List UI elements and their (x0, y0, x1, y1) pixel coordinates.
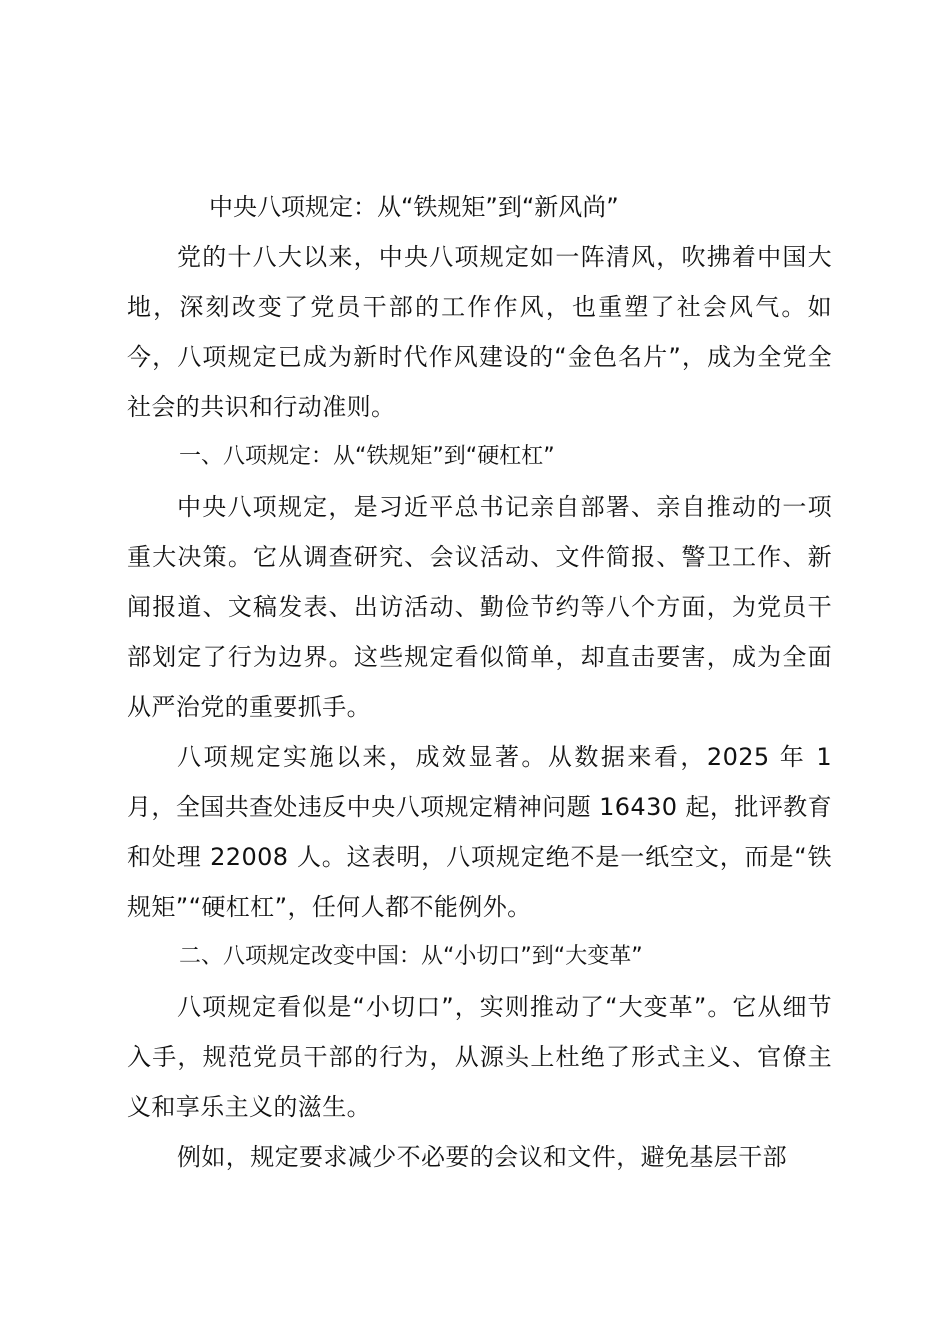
paragraph-change: 八项规定看似是“小切口”，实则推动了“大变革”。它从细节入手，规范党员干部的行为，从源头上杜绝了形式主义、官僚主义和享乐主义的滋生。 (127, 993, 832, 1121)
paragraph-results: 八项规定实施以来，成效显著。从数据来看，2025 年 1 月，全国共查处违反中央八项规定精神问题 16430 起，批评教育和处理 22008 人。这表明，八项规定绝不是一纸空文，而是“铁规矩”“硬杠杠”，任何人都不能例外。 (127, 743, 832, 921)
paragraph-example: 例如，规定要求减少不必要的会议和文件，避免基层干部 (177, 1143, 787, 1171)
paragraph-intro: 党的十八大以来，中央八项规定如一阵清风，吹拂着中国大地，深刻改变了党员干部的工作作风，也重塑了社会风气。如今，八项规定已成为新时代作风建设的“金色名片”，成为全党全社会的共识和行动准则。 (127, 243, 832, 421)
paragraph-decision: 中央八项规定，是习近平总书记亲自部署、亲自推动的一项重大决策。它从调查研究、会议活动、文件简报、警卫工作、新闻报道、文稿发表、出访活动、勤俭节约等八个方面，为党员干部划定了行为边界。这些规定看似简单，却直击要害，成为全面从严治党的重要抓手。 (127, 493, 832, 721)
document-body (127, 182, 832, 1182)
section-heading-one: 一、八项规定：从“铁规矩”到“硬杠杠” (179, 444, 555, 469)
section-heading-two: 二、八项规定改变中国：从“小切口”到“大变革” (179, 944, 643, 969)
document-title: 中央八项规定：从“铁规矩”到“新风尚” (209, 193, 619, 221)
